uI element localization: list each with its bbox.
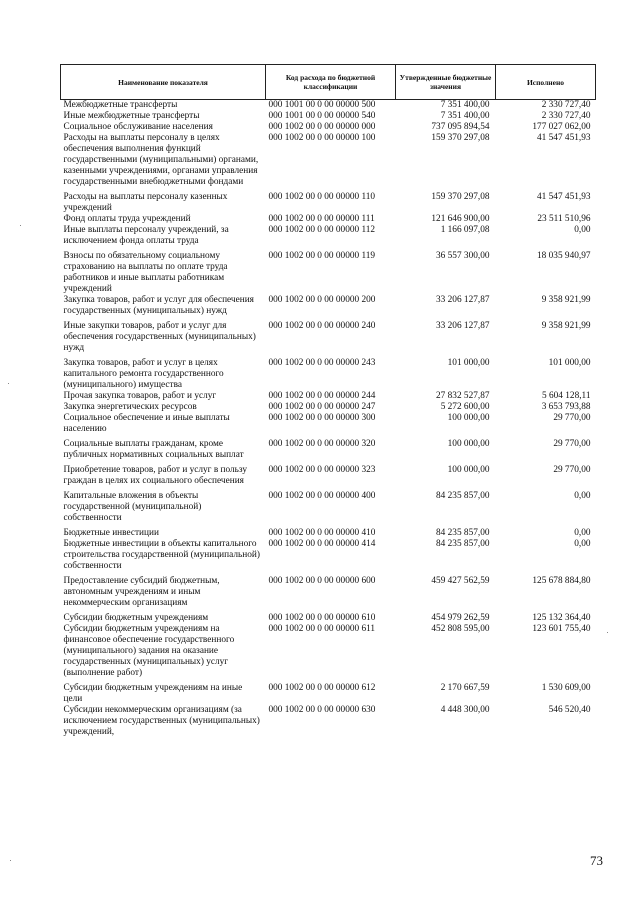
row-code: 000 1002 00 0 00 00000 244 bbox=[268, 391, 376, 401]
row-approved: 84 235 857,00 bbox=[436, 491, 490, 501]
row-approved: 737 095 894,54 bbox=[431, 122, 490, 132]
row-approved: 84 235 857,00 bbox=[436, 528, 490, 538]
row-name: Социальное обслуживание населения bbox=[63, 122, 213, 132]
row-approved: 159 370 297,08 bbox=[431, 192, 490, 202]
row-executed: 41 547 451,93 bbox=[537, 192, 591, 202]
table-body bbox=[61, 100, 596, 739]
row-approved: 100 000,00 bbox=[447, 413, 490, 423]
row-executed: 123 601 755,40 bbox=[532, 624, 591, 634]
row-code: 000 1002 00 0 00 00000 610 bbox=[268, 613, 376, 623]
row-executed: 18 035 940,97 bbox=[537, 251, 591, 261]
table-row bbox=[61, 188, 596, 214]
row-approved: 452 808 595,00 bbox=[431, 624, 490, 634]
row-code: 000 1002 00 0 00 00000 110 bbox=[268, 192, 376, 202]
row-executed: 0,00 bbox=[574, 225, 591, 235]
header-executed: Исполнено bbox=[496, 65, 596, 100]
row-name: Предоставление субсидий бюджетным, автономным учреждениям и иным некоммерческим организациям bbox=[63, 576, 220, 608]
row-executed: 41 547 451,93 bbox=[537, 133, 591, 143]
page-number: 73 bbox=[590, 853, 603, 868]
row-executed: 0,00 bbox=[574, 539, 591, 549]
row-approved: 2 170 667,59 bbox=[440, 683, 490, 693]
header-approved: Утвержденные бюджетные значения bbox=[396, 65, 496, 100]
row-name: Бюджетные инвестиции в объекты капитального строительства государственной (муниципальной) собственности bbox=[63, 539, 260, 571]
table-row bbox=[61, 705, 596, 738]
row-approved: 121 646 900,00 bbox=[431, 214, 490, 224]
row-code: 000 1001 00 0 00 00000 540 bbox=[268, 111, 376, 121]
row-approved: 4 448 300,00 bbox=[440, 705, 490, 715]
table-row bbox=[61, 391, 596, 402]
row-executed: 101 000,00 bbox=[548, 358, 591, 368]
row-executed: 2 330 727,40 bbox=[541, 100, 591, 110]
table-row bbox=[61, 413, 596, 435]
row-approved: 33 206 127,87 bbox=[436, 295, 490, 305]
row-approved: 7 351 400,00 bbox=[440, 100, 490, 110]
row-executed: 177 027 062,00 bbox=[532, 122, 591, 132]
row-code: 000 1002 00 0 00 00000 410 bbox=[268, 528, 376, 538]
header-name: Наименование показателя bbox=[61, 65, 266, 100]
row-executed: 29 770,00 bbox=[553, 439, 591, 449]
row-name: Закупка товаров, работ и услуг для обеспечения государственных (муниципальных) нужд bbox=[63, 295, 254, 316]
row-code: 000 1002 00 0 00 00000 112 bbox=[268, 225, 376, 235]
row-executed: 9 358 921,99 bbox=[541, 295, 591, 305]
row-executed: 546 520,40 bbox=[548, 705, 591, 715]
table-row bbox=[61, 100, 596, 112]
table-row bbox=[61, 295, 596, 317]
row-approved: 7 351 400,00 bbox=[440, 111, 490, 121]
row-executed: 29 770,00 bbox=[553, 465, 591, 475]
table-row bbox=[61, 524, 596, 539]
row-name: Приобретение товаров, работ и услуг в пользу граждан в целях их социального обеспечения bbox=[63, 465, 248, 486]
row-code: 000 1002 00 0 00 00000 119 bbox=[268, 251, 376, 261]
scan-speck bbox=[10, 860, 11, 861]
row-name: Иные закупки товаров, работ и услуг для обеспечения государственных (муниципальных) нужд bbox=[63, 321, 256, 353]
row-executed: 3 653 793,88 bbox=[541, 402, 591, 412]
table-row bbox=[61, 354, 596, 391]
row-code: 000 1002 00 0 00 00000 100 bbox=[268, 133, 376, 143]
table-row bbox=[61, 247, 596, 295]
row-executed: 125 132 364,40 bbox=[532, 613, 591, 623]
scan-speck bbox=[607, 632, 608, 633]
row-approved: 454 979 262,59 bbox=[431, 613, 490, 623]
row-name: Межбюджетные трансферты bbox=[63, 100, 178, 110]
row-name: Закупка энергетических ресурсов bbox=[63, 402, 197, 412]
row-name: Закупка товаров, работ и услуг в целях капитального ремонта государственного (муниципального) имущества bbox=[63, 358, 224, 390]
row-name: Капитальные вложения в объекты государственной (муниципальной) собственности bbox=[63, 491, 202, 523]
row-approved: 159 370 297,08 bbox=[431, 133, 490, 143]
scan-speck bbox=[20, 225, 21, 226]
row-executed: 125 678 884,80 bbox=[532, 576, 591, 586]
row-name: Иные выплаты персоналу учреждений, за исключением фонда оплаты труда bbox=[63, 225, 229, 246]
row-approved: 1 166 097,08 bbox=[440, 225, 490, 235]
header-code: Код расхода по бюджетной классификации bbox=[266, 65, 396, 100]
row-executed: 9 358 921,99 bbox=[541, 321, 591, 331]
row-code: 000 1002 00 0 00 00000 600 bbox=[268, 576, 376, 586]
row-code: 000 1002 00 0 00 00000 630 bbox=[268, 705, 376, 715]
row-name: Взносы по обязательному социальному страхованию на выплаты по оплате труда работников и иные выплаты работникам учреждений bbox=[63, 251, 228, 294]
budget-table bbox=[60, 64, 596, 738]
table-row bbox=[61, 461, 596, 487]
row-name: Социальное обеспечение и иные выплаты населению bbox=[63, 413, 230, 434]
row-name: Иные межбюджетные трансферты bbox=[63, 111, 200, 121]
table-row bbox=[61, 225, 596, 247]
row-name: Фонд оплаты труда учреждений bbox=[63, 214, 191, 224]
scan-speck bbox=[8, 383, 9, 384]
row-executed: 0,00 bbox=[574, 491, 591, 501]
table-row bbox=[61, 487, 596, 524]
row-name: Прочая закупка товаров, работ и услуг bbox=[63, 391, 217, 401]
row-executed: 1 530 609,00 bbox=[541, 683, 591, 693]
row-approved: 101 000,00 bbox=[447, 358, 490, 368]
row-name: Расходы на выплаты персоналу казенных учреждений bbox=[63, 192, 228, 213]
row-executed: 23 511 510,96 bbox=[537, 214, 591, 224]
table-row bbox=[61, 679, 596, 705]
table-row bbox=[61, 133, 596, 188]
row-code: 000 1002 00 0 00 00000 611 bbox=[268, 624, 376, 634]
row-code: 000 1002 00 0 00 00000 300 bbox=[268, 413, 376, 423]
row-name: Расходы на выплаты персоналу в целях обеспечения выполнения функций государственными (муниципальными) органами, казенными учреждениями, органами управления государственными внебюджетными фондами bbox=[63, 133, 259, 187]
row-approved: 33 206 127,87 bbox=[436, 321, 490, 331]
row-executed: 2 330 727,40 bbox=[541, 111, 591, 121]
row-name: Субсидии некоммерческим организациям (за исключением государственных (муниципальных) учреждений, bbox=[63, 705, 260, 737]
table-row bbox=[61, 609, 596, 624]
row-approved: 459 427 562,59 bbox=[431, 576, 490, 586]
row-approved: 84 235 857,00 bbox=[436, 539, 490, 549]
row-code: 000 1002 00 0 00 00000 247 bbox=[268, 402, 376, 412]
row-name: Бюджетные инвестиции bbox=[63, 528, 159, 538]
row-code: 000 1002 00 0 00 00000 111 bbox=[268, 214, 375, 224]
row-code: 000 1001 00 0 00 00000 500 bbox=[268, 100, 376, 110]
row-code: 000 1002 00 0 00 00000 243 bbox=[268, 358, 376, 368]
row-executed: 5 604 128,11 bbox=[542, 391, 591, 401]
row-code: 000 1002 00 0 00 00000 000 bbox=[268, 122, 376, 132]
row-code: 000 1002 00 0 00 00000 320 bbox=[268, 439, 376, 449]
table-row bbox=[61, 122, 596, 133]
table-row bbox=[61, 539, 596, 572]
row-executed: 29 770,00 bbox=[553, 413, 591, 423]
table-row bbox=[61, 111, 596, 122]
row-name: Социальные выплаты гражданам, кроме публичных нормативных социальных выплат bbox=[63, 439, 244, 460]
table-row bbox=[61, 435, 596, 461]
row-executed: 0,00 bbox=[574, 528, 591, 538]
table-row bbox=[61, 317, 596, 354]
row-code: 000 1002 00 0 00 00000 612 bbox=[268, 683, 376, 693]
row-name: Субсидии бюджетным учреждениям bbox=[63, 613, 209, 623]
row-code: 000 1002 00 0 00 00000 414 bbox=[268, 539, 376, 549]
row-approved: 100 000,00 bbox=[447, 465, 490, 475]
table-row bbox=[61, 214, 596, 225]
row-approved: 100 000,00 bbox=[447, 439, 490, 449]
row-code: 000 1002 00 0 00 00000 323 bbox=[268, 465, 376, 475]
row-code: 000 1002 00 0 00 00000 200 bbox=[268, 295, 376, 305]
row-approved: 27 832 527,87 bbox=[436, 391, 490, 401]
table-row bbox=[61, 624, 596, 679]
table-row bbox=[61, 402, 596, 413]
row-approved: 36 557 300,00 bbox=[436, 251, 490, 261]
row-name: Субсидии бюджетным учреждениям на иные цели bbox=[63, 683, 243, 704]
row-approved: 5 272 600,00 bbox=[440, 402, 490, 412]
table-row bbox=[61, 572, 596, 609]
table-header-row bbox=[61, 65, 596, 100]
row-name: Субсидии бюджетным учреждениям на финансовое обеспечение государственного (муниципального) задания на оказание государственных (муниципальных) услуг (выполнение работ) bbox=[63, 624, 235, 678]
row-code: 000 1002 00 0 00 00000 240 bbox=[268, 321, 376, 331]
row-code: 000 1002 00 0 00 00000 400 bbox=[268, 491, 376, 501]
